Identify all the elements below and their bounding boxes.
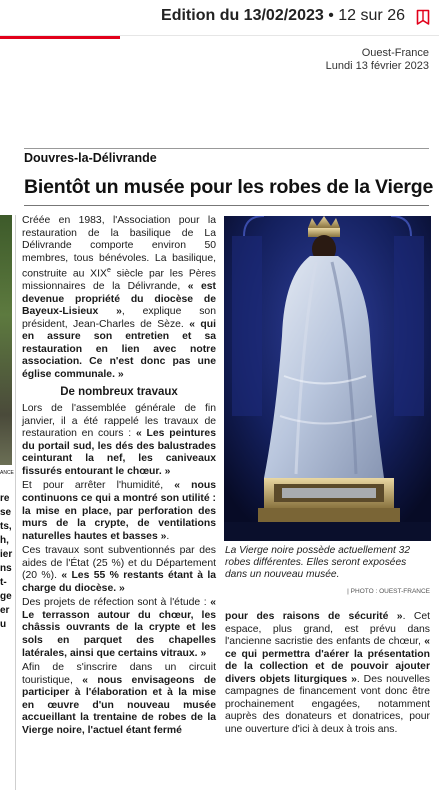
publication-name: Ouest-France [361,47,429,59]
text-run: e [106,267,111,275]
text-run: pour des raisons de sécurité » [225,611,403,622]
fragment-text-line: h, [0,535,9,546]
text-run: « Les 55 % restants étant à la charge du diocèse. » [22,570,216,594]
paragraph-works [22,403,216,478]
article-column-2 [225,611,430,736]
text-run: Et pour arrêter l'humidité, [22,480,175,492]
text-run: « ce qui permettra d'aérer la présentation de la collection et de pouvoir ajouter divers objets liturgiques » [225,636,430,685]
text-run: Afin de s'inscrire dans un circuit touristique, [22,662,216,686]
fragment-text-line: u [0,619,7,630]
headline-rule [24,205,429,206]
text-run: . Des nouvelles campagnes de financement vont donc être prochainement engagées, notamment auprès des donateurs et donatrices, pour une ouverture d'ici à deux à trois ans. [225,673,430,735]
edition-label: Edition du 13/02/2023 [161,7,324,24]
page-position: 12 sur 26 [338,7,405,24]
text-run: « Les peintures du portail sud, les dés des balustrades ceinturant la nef, les caniveaux fissurés entourant le chœur. » [22,428,216,477]
text-run: . [166,530,170,542]
masthead [326,47,429,73]
active-indicator [0,36,120,39]
text-run: . Cet espace, plus grand, est prévu dans l'ancienne sacristie des enfants de chœur, [225,611,430,648]
photo-credit: | PHOTO : OUEST-FRANCE [347,588,430,595]
text-run: Des projets de réfection sont à l'étude : [22,597,211,609]
fragment-text-line: ier [0,549,13,560]
article-column-1 [22,215,216,739]
fragment-text-line: ANCE [0,470,14,476]
adjacent-article-fragment [0,215,14,735]
text-run: Lors de l'assemblée générale de fin janvier, il a été rappelé les travaux de restauration en cours : [22,403,216,440]
paragraph-continuation [225,611,430,736]
fragment-text-line: ns [0,563,12,574]
paragraph-humidity [22,480,216,543]
fragment-text-line: er [0,605,10,616]
text-run: Ces travaux sont subventionnés par des aides de l'État (25 %) et du Département (20 %). [22,545,216,582]
fragment-text-line: se [0,507,12,518]
edition-info [161,7,405,25]
paragraph-funding [22,545,216,595]
text-run: siècle par les Pères missionnaires de la Délivrande, [22,268,216,293]
section-rule [24,148,429,149]
paragraph-intro [22,215,216,382]
paragraph-projects [22,597,216,660]
adjacent-photo-fragment [0,215,12,465]
bookmark-icon[interactable] [416,9,430,26]
text-run: « Le terrasson autour du chœur, les châssis ouvrants de la crypte et les sols en parquet des chapelles latérales, ainsi que certains vitraux. » [22,597,216,659]
article-kicker: Douvres-la-Délivrande [24,151,157,165]
fragment-text-line: t- [0,577,7,588]
article-photo [224,216,431,541]
column-divider [15,215,16,790]
article-subheading: De nombreux travaux [60,385,178,398]
fragment-text-line: ts, [0,521,12,532]
publication-date: Lundi 13 février 2023 [325,60,429,72]
virgin-statue-illustration [224,216,431,541]
photo-caption: La Vierge noire possède actuellement 32 robes différentes. Elles seront exposées dans un nouveau musée. [225,545,411,580]
text-run: « est devenue propriété du diocèse de Bayeux-Lisieux » [22,281,216,318]
text-run: « qui en assure son entretien et sa restauration en lien avec notre association. Ce n'est donc pas une église communale. » [22,318,216,381]
separator-bullet: • [328,7,334,24]
paragraph-museum [22,662,216,737]
fragment-text-line: ge [0,591,12,602]
fragment-text-line: re [0,493,10,504]
reader-toolbar [0,0,439,36]
text-run: , explique son président, Jean-Charles de Sèze. [22,306,216,330]
article-headline: Bientôt un musée pour les robes de la Vierge [24,176,434,198]
text-run: Créée en 1983, l'Association pour la restauration de la basilique de La Délivrande comporte environ 50 membres, tous bénévoles. La basilique, construite au XIX [22,215,216,280]
text-run: « nous continuons ce qui a montré son utilité : la mise en place, par perforation des murs de la crypte, de ventilations naturelles hautes et basses » [22,480,216,542]
text-run: « nous envisageons de participer à l'élaboration et à la mise en œuvre d'un nouveau musée accueillant la trentaine de robes de la Vierge noire, l'actuel étant fermé [22,674,216,736]
